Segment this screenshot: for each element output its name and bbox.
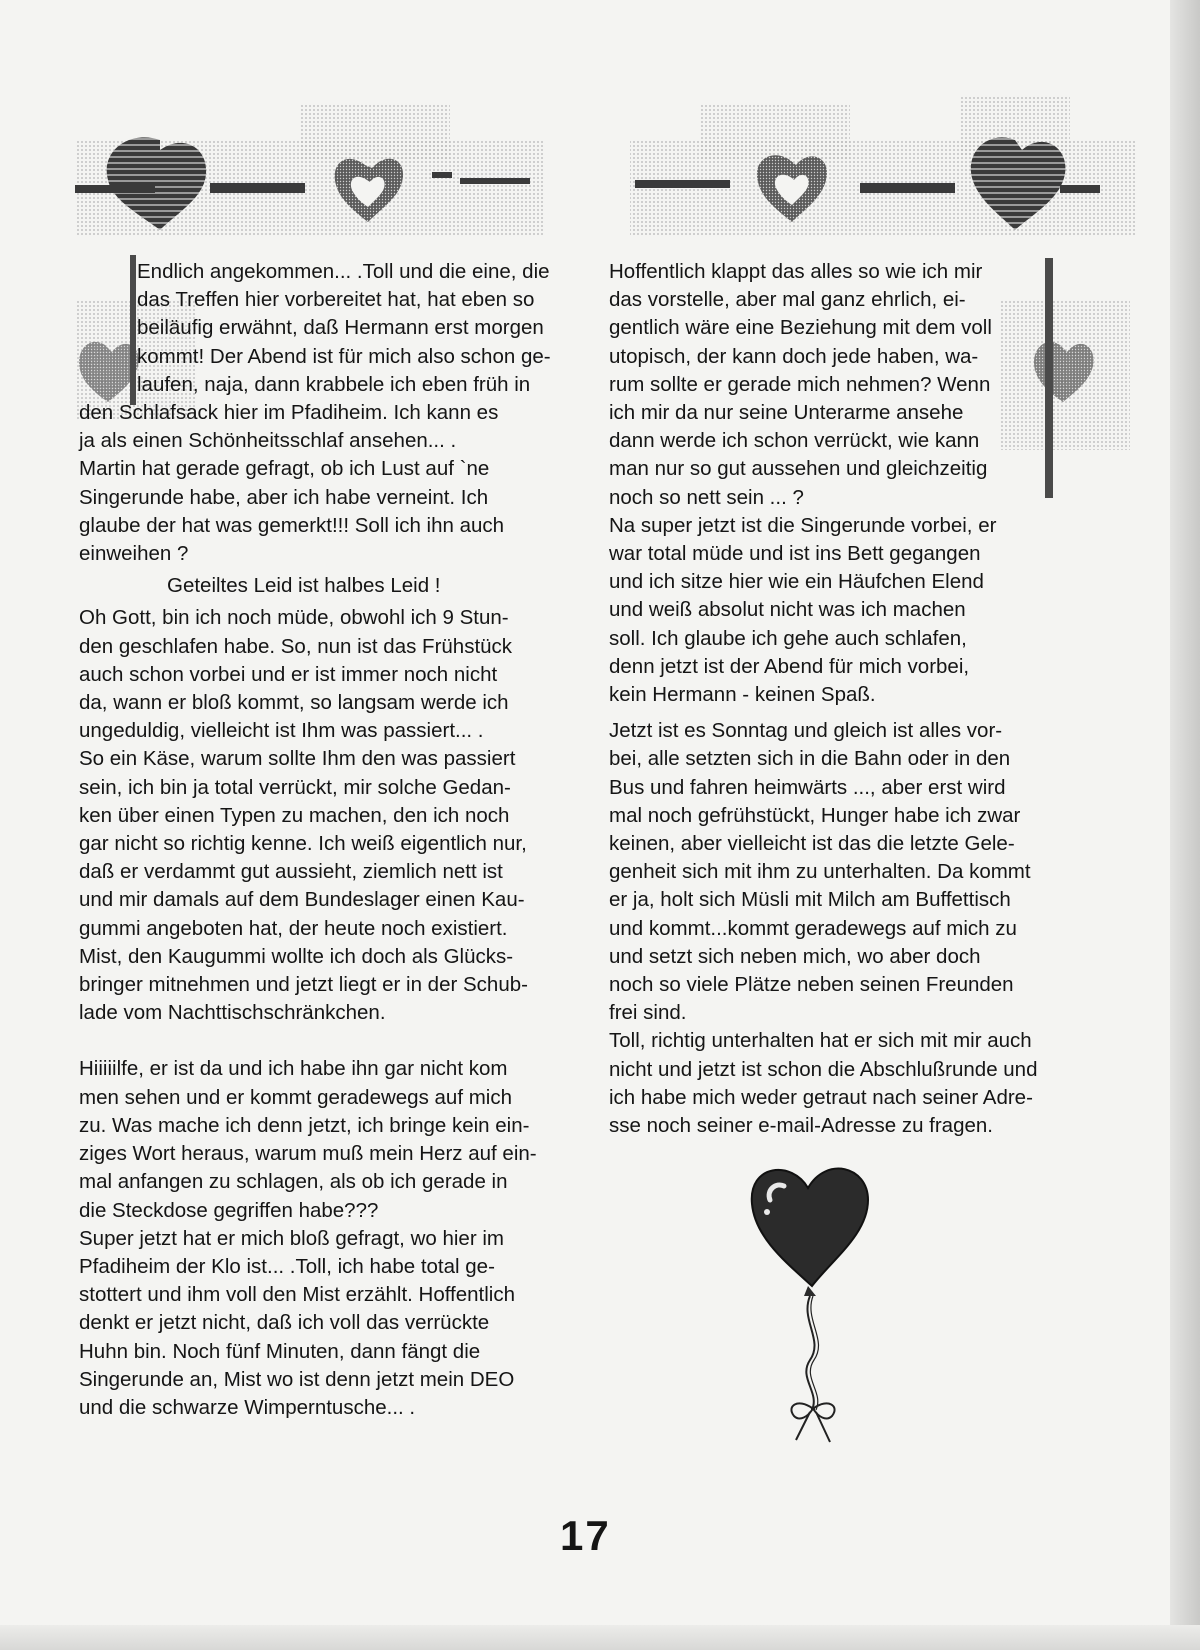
proverb-line: Geteiltes Leid ist halbes Leid ! [167, 574, 441, 598]
text-line: dann werde ich schon verrückt, wie kann [609, 429, 980, 453]
text-line: und mir damals auf dem Bundeslager einen Kau- [79, 888, 525, 912]
text-line: man nur so gut aussehen und gleichzeitig [609, 457, 988, 481]
text-line: beiläufig erwähnt, daß Hermann erst morgen [137, 316, 544, 340]
text-line: den Schlafsack hier im Pfadiheim. Ich kann es [79, 401, 499, 425]
text-line: und kommt...kommt geradewegs auf mich zu [609, 916, 1017, 940]
text-line: ich mir da nur seine Unterarme ansehe [609, 401, 964, 425]
text-line: ken über einen Typen zu machen, den ich noch [79, 803, 510, 827]
text-line: So ein Käse, warum sollte Ihm den was passiert [79, 747, 516, 771]
text-line: den geschlafen habe. So, nun ist das Frühstück [79, 634, 513, 658]
text-line: ja als einen Schönheitsschlaf ansehen... . [79, 429, 457, 453]
text-line: Hoffentlich klappt das alles so wie ich mir [609, 260, 983, 283]
text-line: und weiß absolut nicht was ich machen [609, 598, 966, 622]
scan-edge-bottom [0, 1625, 1200, 1650]
text-line: gentlich wäre eine Beziehung mit dem voll [609, 316, 992, 340]
text-line: das Treffen hier vorbereitet hat, hat eben so [137, 288, 535, 312]
text-line: utopisch, der kann doch jede haben, wa- [609, 344, 979, 368]
text-line: daß er verdammt gut aussieht, ziemlich nett ist [79, 860, 503, 884]
text-line: men sehen und er kommt geradewegs auf mich [79, 1085, 513, 1109]
text-line: kommt! Der Abend ist für mich also schon ge- [137, 344, 551, 368]
text-line: Toll, richtig unterhalten hat er sich mit mir auch [609, 1029, 1032, 1053]
text-line: sse noch seiner e-mail-Adresse zu fragen. [609, 1114, 993, 1138]
text-line: soll. Ich glaube ich gehe auch schlafen, [609, 626, 967, 650]
text-line: da, wann er bloß kommt, so langsam werde ich [79, 691, 509, 715]
text-line: denkt er jetzt nicht, daß ich voll das verrückte [79, 1311, 490, 1335]
heart-balloon-icon [740, 1160, 880, 1460]
text-line: keinen, aber vielleicht ist das die letzte Gele- [609, 832, 1015, 856]
text-line: Pfadiheim der Klo ist... .Toll, ich habe total ge- [79, 1254, 495, 1278]
text-line: gar nicht so richtig kenne. Ich weiß eigentlich nur, [79, 832, 527, 856]
border-line-left-2 [460, 178, 530, 184]
text-line: Oh Gott, bin ich noch müde, obwohl ich 9 Stun- [79, 606, 509, 630]
text-line: er ja, holt sich Müsli mit Milch am Buffettisch [609, 888, 1011, 912]
text-line: kein Hermann - keinen Spaß. [609, 683, 876, 707]
text-line: ziges Wort heraus, warum muß mein Herz auf ein- [79, 1142, 537, 1166]
text-line: einweihen ? [79, 542, 189, 566]
text-line: noch so nett sein ... ? [609, 485, 804, 509]
page-number: 17 [560, 1512, 611, 1559]
text-line: Na super jetzt ist die Singerunde vorbei, er [609, 513, 997, 537]
text-line: ungeduldig, vielleicht ist Ihm was passiert... . [79, 719, 484, 743]
text-line: denn jetzt ist der Abend für mich vorbei, [609, 654, 970, 678]
text-line: mal noch gefrühstückt, Hunger habe ich zwar [609, 803, 1021, 827]
text-line: Huhn bin. Noch fünf Minuten, dann fängt die [79, 1339, 481, 1363]
border-line-right-2 [860, 183, 955, 193]
text-line: noch so viele Plätze neben seinen Freunden [609, 973, 1014, 997]
article-column-right [609, 258, 1104, 1140]
border-line-left-1 [210, 183, 305, 193]
text-line: Singerunde habe, aber ich habe verneint. Ich [79, 485, 489, 509]
text-line: stottert und ihm voll den Mist erzählt. Hoffentlich [79, 1283, 516, 1307]
text-line: die Steckdose gegriffen habe??? [79, 1198, 379, 1222]
text-line: ich habe mich weder getraut nach seiner Adre- [609, 1085, 1033, 1109]
text-line: Singerunde an, Mist wo ist denn jetzt mein DEO [79, 1367, 515, 1391]
text-line: genheit sich mit ihm zu unterhalten. Da kommt [609, 860, 1031, 884]
text-line: laufen, naja, dann krabbele ich eben früh in [137, 372, 531, 396]
text-line: rum sollte er gerade mich nehmen? Wenn [609, 372, 991, 396]
text-line: gummi angeboten hat, der heute noch existiert. [79, 916, 508, 940]
text-line: Hiiiiilfe, er ist da und ich habe ihn gar nicht kom [79, 1057, 508, 1081]
text-line: zu. Was mache ich denn jetzt, ich bringe kein ein- [79, 1113, 530, 1137]
text-line: mal anfangen zu schlagen, als ob ich gerade in [79, 1170, 508, 1194]
text-line: lade vom Nachttischschränkchen. [79, 1001, 386, 1025]
text-line: und ich sitze hier wie ein Häufchen Elend [609, 570, 984, 594]
text-line: Mist, den Kaugummi wollte ich doch als Glücks- [79, 944, 514, 968]
text-line: sein, ich bin ja total verrückt, mir solche Gedan- [79, 775, 511, 799]
text-line: und die schwarze Wimperntusche... . [79, 1395, 416, 1419]
text-line: nicht und jetzt ist schon die Abschlußrunde und [609, 1057, 1038, 1081]
text-line: glaube der hat was gemerkt!!! Soll ich ihn auch [79, 513, 505, 537]
text-line: bringer mitnehmen und jetzt liegt er in der Schub- [79, 973, 528, 997]
text-line: frei sind. [609, 1001, 687, 1025]
text-line: Endlich angekommen... .Toll und die eine, die [137, 260, 550, 283]
text-line: war total müde und ist ins Bett gegangen [609, 542, 981, 566]
text-line: bei, alle setzten sich in die Bahn oder in den [609, 747, 1011, 771]
article-column-left [79, 258, 589, 1422]
text-line: auch schon vorbei und er ist immer noch nicht [79, 662, 498, 686]
text-line: und setzt sich neben mich, wo aber doch [609, 944, 981, 968]
text-line: Bus und fahren heimwärts ..., aber erst wird [609, 775, 1006, 799]
text-line: das vorstelle, aber mal ganz ehrlich, ei- [609, 288, 966, 312]
text-line: Jetzt ist es Sonntag und gleich ist alles vor- [609, 719, 1003, 743]
text-line: Martin hat gerade gefragt, ob ich Lust auf `ne [79, 457, 490, 481]
border-line-right-1 [635, 180, 730, 188]
text-line: Super jetzt hat er mich bloß gefragt, wo hier im [79, 1226, 504, 1250]
